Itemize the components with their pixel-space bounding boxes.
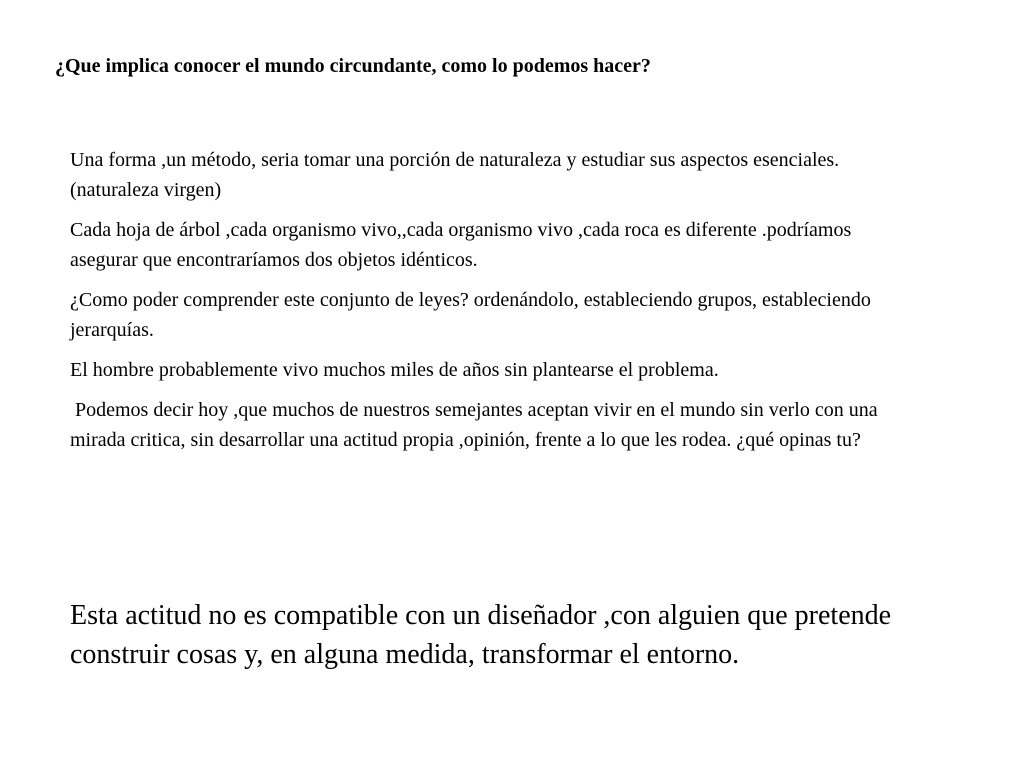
paragraph-order: ¿Como poder comprender este conjunto de leyes? ordenándolo, estableciendo grupos, estableciendo jerarquías. [70, 289, 876, 341]
body-text [70, 145, 890, 465]
closing-statement: Esta actitud no es compatible con un diseñador ,con alguien que pretende construir cosas y, en alguna medida, transformar el entorno. [70, 600, 892, 670]
paragraph-question: Podemos decir hoy ,que muchos de nuestros semejantes aceptan vivir en el mundo sin verlo con una mirada critica, sin desarrollar una actitud propia ,opinión, frente a lo que les rodea. ¿qué opinas tu? [70, 399, 883, 451]
slide-title: ¿Que implica conocer el mundo circundante, como lo podemos hacer? [55, 55, 651, 77]
paragraph-history: El hombre probablemente vivo muchos miles de años sin plantearse el problema. [70, 359, 719, 381]
paragraph-diversity: Cada hoja de árbol ,cada organismo vivo,,cada organismo vivo ,cada roca es diferente .podríamos asegurar que encontraríamos dos objetos idénticos. [70, 219, 857, 271]
paragraph-method: Una forma ,un método, seria tomar una porción de naturaleza y estudiar sus aspectos esenciales.(naturaleza virgen) [70, 149, 840, 201]
